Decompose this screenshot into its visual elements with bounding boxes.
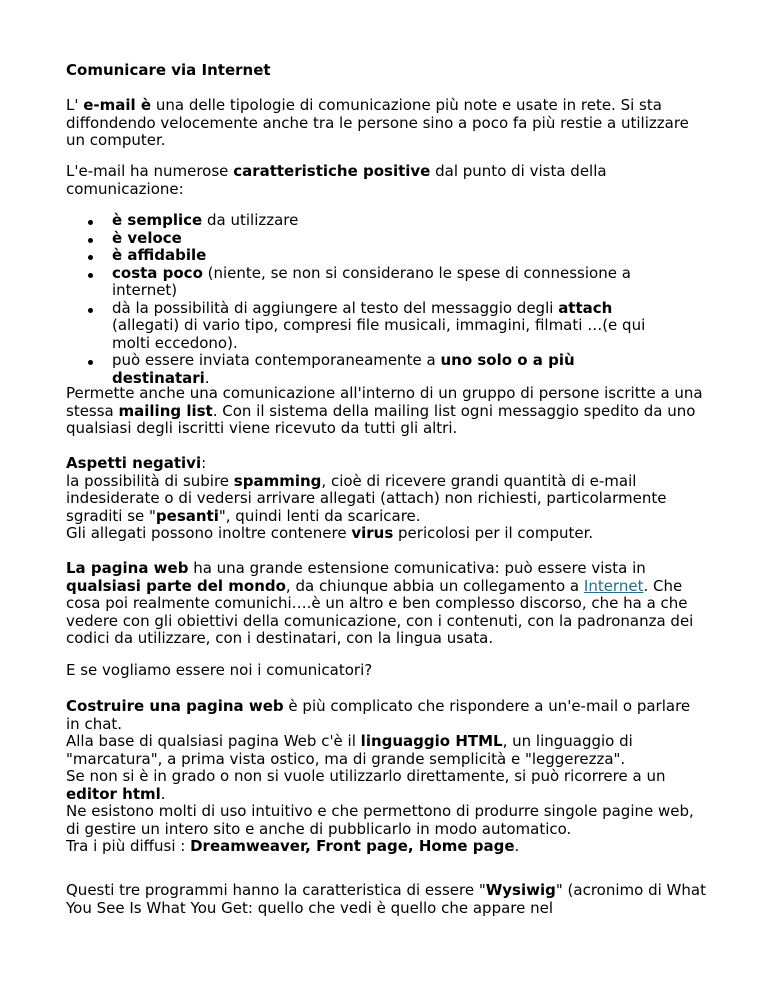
editors-info-line [66, 803, 706, 838]
bold-run: qualsiasi parte del mondo [66, 576, 286, 595]
bold-run: è affidabile [112, 246, 207, 264]
paragraph-email-intro [66, 97, 706, 150]
text-run: : [201, 454, 207, 472]
bold-run: pesanti [155, 506, 219, 525]
negative-heading-line [66, 455, 706, 473]
text-run: " (acronimo di What You See Is What You Get: quello che vedi è quello che appare nel [66, 881, 706, 917]
bold-run: è semplice [112, 211, 203, 229]
bold-run: spamming [233, 471, 322, 490]
list-item [66, 265, 666, 300]
text-run: può essere inviata contemporaneamente a [112, 351, 441, 369]
bold-run: è veloce [112, 228, 182, 247]
text-run: pericolosi per il computer. [393, 524, 594, 542]
bold-run: costa poco [112, 263, 203, 282]
negative-body [66, 473, 706, 526]
bold-run: caratteristiche positive [233, 162, 431, 180]
bold-run: Wysiwig [485, 881, 556, 899]
bullet-icon [88, 308, 93, 313]
text-run: . [514, 837, 520, 855]
bold-run: e-mail è [83, 96, 152, 114]
text-run: , un linguaggio di "marcatura", a prima vista ostico, ma di grande semplicità e "leggerezza". [66, 732, 633, 768]
text-run: è più complicato che rispondere a un'e-mail o parlare in chat. [66, 697, 691, 733]
text-run: da utilizzare [202, 211, 299, 229]
bullet-icon [88, 360, 93, 365]
paragraph-question [66, 662, 706, 680]
bold-run: editor html [66, 784, 161, 803]
text-run: Tra i più diffusi : [66, 837, 191, 855]
paragraph-negative-aspects [66, 455, 706, 543]
paragraph-web-page [66, 560, 706, 648]
text-run: ", quindi lenti da scaricare. [218, 506, 421, 525]
text-run: (allegati) di vario tipo, compresi file musicali, immagini, filmati …(e qui molti eccedono). [112, 316, 646, 352]
list-item [66, 247, 666, 265]
features-list [66, 212, 666, 387]
bold-run: linguaggio HTML [360, 732, 503, 750]
text-run: Questi tre programmi hanno la caratteristica di essere " [66, 881, 486, 899]
text-run: . [160, 784, 166, 803]
list-item [66, 300, 666, 353]
document-title [66, 62, 706, 80]
paragraph-mailing-list [66, 385, 706, 438]
negative-virus-line [66, 525, 706, 543]
bold-run: Costruire una pagina web [66, 697, 284, 715]
text-run: ha una grande estensione comunicativa: può essere vista in [188, 559, 646, 577]
text-run: Permette anche una comunicazione all'interno di un gruppo di persone iscritte a una stessa [66, 384, 703, 420]
build-line [66, 698, 706, 733]
bold-run: mailing list [118, 401, 213, 420]
text-run: Gli allegati possono inoltre contenere [66, 524, 352, 542]
text-run: la possibilità di subire [66, 471, 234, 490]
title-text: Comunicare via Internet [66, 61, 271, 79]
section-heading: Aspetti negativi [66, 454, 202, 472]
list-item [66, 230, 666, 248]
text-run: dal punto di vista della comunicazione: [66, 162, 607, 198]
text-run: (niente, se non si considerano le spese di connessione a internet) [112, 263, 631, 299]
editor-line [66, 768, 706, 803]
bold-run: Dreamweaver, Front page, Home page [190, 837, 515, 855]
text-run: L' [66, 96, 84, 114]
text-run: . [204, 368, 210, 387]
text-run: , cioè di ricevere grandi quantità di e-mail indesiderate o di vedersi arrivare allegati (attach) non richiesti, particolarmente sgraditi se " [66, 471, 667, 525]
text-run: dà la possibilità di aggiungere al testo del messaggio degli [112, 298, 559, 317]
internet-link[interactable]: Internet [583, 576, 644, 595]
text-run: Alla base di qualsiasi pagina Web c'è il [66, 732, 361, 750]
editors-list-line [66, 838, 706, 856]
paragraph-positive-features [66, 163, 706, 198]
bullet-icon [88, 255, 93, 260]
bullet-icon [88, 238, 93, 243]
bold-run: attach [558, 298, 613, 317]
text-run: L'e-mail ha numerose [66, 162, 234, 180]
bold-run: virus [351, 524, 394, 542]
text-run: E se vogliamo essere noi i comunicatori? [66, 661, 373, 679]
paragraph-wysiwig [66, 882, 706, 917]
text-run: . Con il sistema della mailing list ogni messaggio spedito da uno qualsiasi degli iscritti viene ricevuto da tutti gli altri. [66, 401, 696, 437]
text-run: una delle tipologie di comunicazione più note e usate in rete. Si sta diffondendo velocemente anche tra le persone sino a poco fa più restie a utilizzare un computer. [66, 96, 689, 149]
html-line [66, 733, 706, 768]
bullet-icon [88, 273, 93, 278]
bold-run: La pagina web [66, 559, 189, 577]
bullet-icon [88, 220, 93, 225]
paragraph-build-web-page [66, 698, 706, 856]
text-run: . Che cosa poi realmente comunichi….è un altro e ben complesso discorso, che ha a che vedere con gli obiettivi della comunicazione, con i contenuti, con la padronanza dei codici da utilizzare, con i destinatari, con la lingua usata. [66, 576, 694, 647]
bold-run: uno solo o a più destinatari [112, 351, 575, 387]
text-run: , da chiunque abbia un collegamento a [285, 576, 584, 595]
text-run: Se non si è in grado o non si vuole utilizzarlo direttamente, si può ricorrere a un [66, 767, 666, 785]
list-item [66, 352, 666, 387]
list-item [66, 212, 666, 230]
text-run: Ne esistono molti di uso intuitivo e che permettono di produrre singole pagine web, di gestire un intero sito e anche di pubblicarlo in modo automatico. [66, 802, 694, 838]
